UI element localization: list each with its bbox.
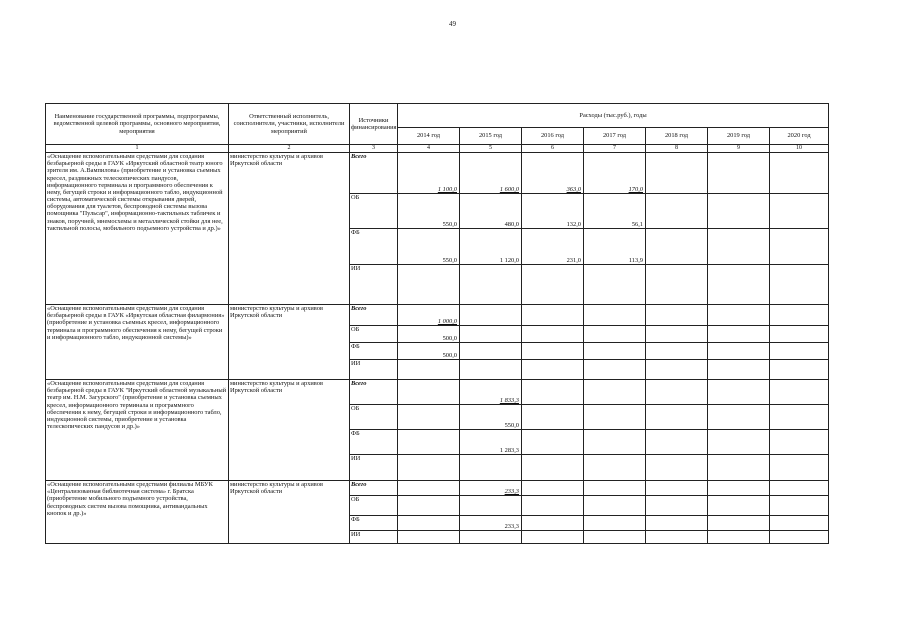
activity-description: «Оснащение вспомогательными средствами для создания безбарьерной среды в ГАУК «Иркутский областной театр юного зрителя им. А.Вампилова» (приобретение и установка съемных кресел, раздвижных телескопических пандусов, информационного терминала и программного обеспечения к нему, бегущей строки и информационного табло, индукционной системы, автоматической системы открывания дверей, оборудования для туалетов, беспроводной системы вызова помощника "Пульсар", информационно-тактильных табличек и знаков, поручней, мнемосхемы и металлической стойки для нее, тактильной полосы, мобильного подъемного устройства и др.)» [46, 153, 229, 305]
expense-value: 56,1 [584, 194, 646, 229]
funding-source: Всего [350, 305, 398, 326]
expense-value [770, 516, 829, 531]
column-number: 2 [229, 145, 350, 153]
expense-value [522, 343, 584, 360]
funding-source: ФБ [350, 229, 398, 265]
expense-value [770, 265, 829, 305]
expense-value [646, 405, 708, 430]
expense-value [708, 405, 770, 430]
table-row [46, 380, 829, 405]
column-number: 10 [770, 145, 829, 153]
expense-value [646, 455, 708, 481]
column-number: 3 [350, 145, 398, 153]
expense-value: 500,0 [398, 343, 460, 360]
expense-value [646, 516, 708, 531]
expense-value [708, 531, 770, 544]
expense-value: 1 600,0 [460, 153, 522, 194]
expense-value [584, 326, 646, 343]
expense-value: 550,0 [460, 405, 522, 430]
column-number: 7 [584, 145, 646, 153]
expense-value [646, 229, 708, 265]
expense-value [770, 229, 829, 265]
expense-value [708, 326, 770, 343]
expense-value [708, 455, 770, 481]
expense-value [646, 265, 708, 305]
funding-source: ФБ [350, 430, 398, 455]
expense-value [584, 405, 646, 430]
expense-value [522, 496, 584, 516]
expense-value [522, 265, 584, 305]
expense-value: 1 120,0 [460, 229, 522, 265]
expense-value [584, 496, 646, 516]
expense-value [770, 326, 829, 343]
expense-value: 550,0 [398, 229, 460, 265]
expense-value [584, 360, 646, 380]
table-row [46, 481, 829, 496]
expense-value [460, 326, 522, 343]
expense-value [398, 531, 460, 544]
expense-value [770, 481, 829, 496]
funding-source: Всего [350, 481, 398, 496]
expense-value: 233,3 [460, 516, 522, 531]
expense-value [770, 430, 829, 455]
table-row [46, 153, 829, 194]
expense-value [522, 430, 584, 455]
expense-value [398, 265, 460, 305]
expense-value [770, 405, 829, 430]
expense-value [646, 481, 708, 496]
expense-value [522, 516, 584, 531]
funding-source: ФБ [350, 343, 398, 360]
expense-value [398, 516, 460, 531]
expense-value: 480,0 [460, 194, 522, 229]
header-year: 2019 год [708, 128, 770, 145]
header-year: 2015 год [460, 128, 522, 145]
expense-value [460, 265, 522, 305]
header-costs: Расходы (тыс.руб.), годы [398, 104, 829, 128]
expense-value [708, 516, 770, 531]
column-number: 4 [398, 145, 460, 153]
expense-value [646, 531, 708, 544]
expense-value: 233,3 [460, 481, 522, 496]
funding-source: ОБ [350, 405, 398, 430]
expense-value [708, 496, 770, 516]
expense-value [584, 305, 646, 326]
expense-value [646, 153, 708, 194]
activity-executor: министерство культуры и архивов Иркутской области [229, 380, 350, 481]
expense-value [770, 360, 829, 380]
expense-value: 1 283,3 [460, 430, 522, 455]
column-number: 9 [708, 145, 770, 153]
expense-value [584, 531, 646, 544]
expense-value [584, 430, 646, 455]
expense-value [522, 455, 584, 481]
funding-source: ИИ [350, 360, 398, 380]
funding-source: ОБ [350, 326, 398, 343]
expenses-table [45, 103, 829, 544]
expense-value: 363,0 [522, 153, 584, 194]
funding-source: ИИ [350, 531, 398, 544]
expense-value: 550,0 [398, 194, 460, 229]
expense-value [708, 305, 770, 326]
expense-value [398, 380, 460, 405]
expense-value [708, 194, 770, 229]
expense-value [398, 430, 460, 455]
expense-value [770, 496, 829, 516]
funding-source: ИИ [350, 455, 398, 481]
activity-executor: министерство культуры и архивов Иркутской области [229, 153, 350, 305]
expense-value [522, 305, 584, 326]
activity-description: «Оснащение вспомогательными средствами для создания безбарьерной среды в ГАУК "Иркутский областной музыкальный театр им. Н.М. Загурского" (приобретение и установка съемных кресел, информационного терминала и программного обеспечения к нему, бегущей строки и информационного табло, индукционной системы, приобретение и установка телескопических пандусов и др.)» [46, 380, 229, 481]
expense-value [708, 430, 770, 455]
expense-value [398, 360, 460, 380]
header-year: 2017 год [584, 128, 646, 145]
header-name: Наименование государственной программы, подпрограммы, ведомственной целевой программы, основного мероприятия, мероприятия [46, 104, 229, 145]
funding-source: ИИ [350, 265, 398, 305]
expense-value [646, 343, 708, 360]
expense-value: 113,9 [584, 229, 646, 265]
expense-value [584, 455, 646, 481]
expense-value [460, 455, 522, 481]
funding-source: ОБ [350, 496, 398, 516]
expense-value [460, 343, 522, 360]
header-year: 2018 год [646, 128, 708, 145]
expense-value [646, 380, 708, 405]
expense-value [522, 380, 584, 405]
expense-value [708, 481, 770, 496]
expense-value [770, 194, 829, 229]
expense-value [460, 360, 522, 380]
expense-value [522, 405, 584, 430]
expense-value [460, 531, 522, 544]
expense-value [646, 194, 708, 229]
table-body [46, 153, 829, 544]
expense-value [770, 153, 829, 194]
column-number: 5 [460, 145, 522, 153]
column-number: 8 [646, 145, 708, 153]
expense-value [584, 265, 646, 305]
expense-value [708, 380, 770, 405]
header-year: 2014 год [398, 128, 460, 145]
header-sources: Источники финансирования [350, 104, 398, 145]
expense-value: 1 833,3 [460, 380, 522, 405]
expense-value [646, 496, 708, 516]
header-year: 2016 год [522, 128, 584, 145]
expense-value [398, 455, 460, 481]
activity-executor: министерство культуры и архивов Иркутской области [229, 481, 350, 544]
expense-value [584, 380, 646, 405]
header-year: 2020 год [770, 128, 829, 145]
expense-value: 500,0 [398, 326, 460, 343]
expense-value [770, 305, 829, 326]
expense-value [584, 516, 646, 531]
expense-value [708, 229, 770, 265]
expense-value [522, 326, 584, 343]
expense-value: 1 100,0 [398, 153, 460, 194]
expense-value: 170,0 [584, 153, 646, 194]
expense-value [708, 265, 770, 305]
expense-value [460, 496, 522, 516]
expense-value [398, 481, 460, 496]
expense-value [770, 455, 829, 481]
expense-value [646, 305, 708, 326]
expense-value [584, 343, 646, 360]
column-number: 1 [46, 145, 229, 153]
expense-value [770, 531, 829, 544]
expense-value [646, 360, 708, 380]
funding-source: Всего [350, 380, 398, 405]
table-row [46, 305, 829, 326]
funding-source: ФБ [350, 516, 398, 531]
expense-value [460, 305, 522, 326]
page-number: 49 [449, 20, 456, 28]
column-number: 6 [522, 145, 584, 153]
expense-value [708, 343, 770, 360]
activity-description: «Оснащение вспомогательными средствами филиалы МБУК «Централизованная библиотечная система» г. Братска (приобретение мобильного подъемного устройства, беспроводных систем вызова помощника, антивандальных кнопок и др.)» [46, 481, 229, 544]
expense-value [708, 153, 770, 194]
expense-value [584, 481, 646, 496]
activity-description: «Оснащение вспомогательными средствами для создания безбарьерной среды в ГАУК «Иркутская областная филармония» (приобретение и установка съемных кресел, информационного терминала и программного обеспечения к нему, бегущей строки и информационного табло, индукционной системы)» [46, 305, 229, 380]
header-executor: Ответственный исполнитель, соисполнители, участники, исполнители мероприятий [229, 104, 350, 145]
funding-source: ОБ [350, 194, 398, 229]
expense-value [398, 496, 460, 516]
expense-value: 231,0 [522, 229, 584, 265]
expense-value [646, 430, 708, 455]
expense-value [522, 360, 584, 380]
expense-value [398, 405, 460, 430]
expense-value [708, 360, 770, 380]
expense-value: 1 000,0 [398, 305, 460, 326]
expense-value [522, 481, 584, 496]
expense-value: 132,0 [522, 194, 584, 229]
expense-value [770, 343, 829, 360]
funding-source: Всего [350, 153, 398, 194]
expense-value [646, 326, 708, 343]
expense-value [770, 380, 829, 405]
activity-executor: министерство культуры и архивов Иркутской области [229, 305, 350, 380]
expense-value [522, 531, 584, 544]
